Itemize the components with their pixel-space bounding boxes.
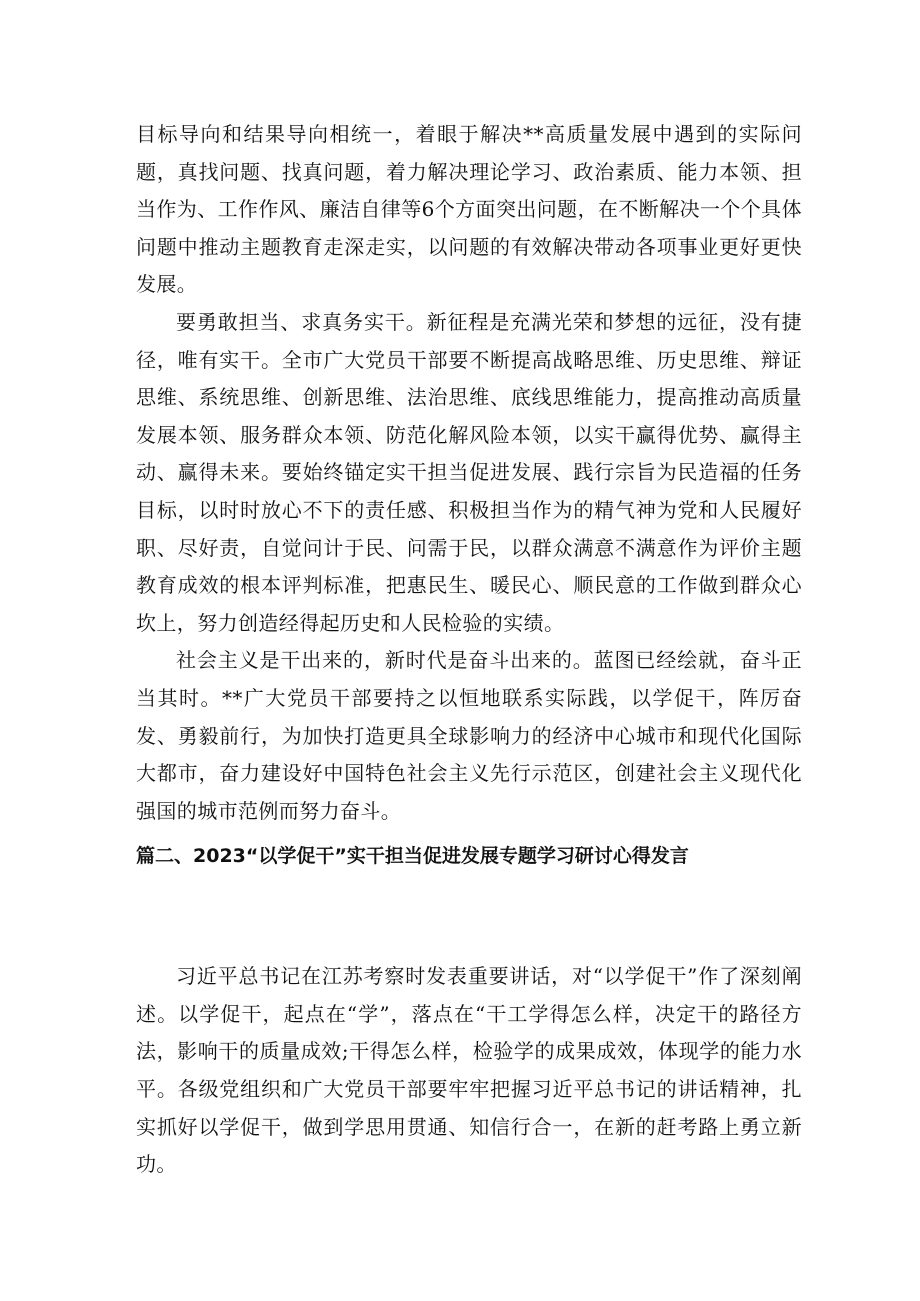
paragraph-dare-to-take-responsibility: 要勇敢担当、求真务实干。新征程是充满光荣和梦想的远征，没有捷径，唯有实干。全市广大党员干部要不断提高战略思维、历史思维、辩证思维、系统思维、创新思维、法治思维、底线思维能力，提高推动高质量发展本领、服务群众本领、防范化解风险本领，以实干赢得优势、赢得主动、赢得未来。要始终锚定实干担当促进发展、践行宗旨为民造福的任务目标，以时时放心不下的责任感、积极担当作为的精气神为党和人民履好职、尽好责，自觉问计于民、问需于民，以群众满意不满意作为评价主题教育成效的根本评判标准，把惠民生、暖民心、顺民意的工作做到群众心坎上，努力创造经得起历史和人民检验的实绩。 — [136, 309, 802, 635]
paragraph-socialism-is-built: 社会主义是干出来的，新时代是奋斗出来的。蓝图已经绘就，奋斗正当其时。**广大党员干部要持之以恒地联系实际践，以学促干，阵厉奋发、勇毅前行，为加快打造更具全球影响力的经济中心城市和现代化国际大都市，奋力建设好中国特色社会主义先行示范区，创建社会主义现代化强国的城市范例而努力奋斗。 — [136, 648, 802, 823]
section-spacer — [136, 876, 802, 958]
paragraph-continuation: 目标导向和结果导向相统一，着眼于解决**高质量发展中遇到的实际问题，真找问题、找真问题，着力解决理论学习、政治素质、能力本领、担当作为、工作作风、廉洁自律等6个方面突出问题，在不断解决一个个具体问题中推动主题教育走深走实，以问题的有效解决带动各项事业更好更快发展。 — [136, 122, 802, 297]
paragraph-study-promotes-work: 习近平总书记在江苏考察时发表重要讲话，对“以学促干”作了深刻阐述。以学促干，起点在“学”，落点在“干工学得怎么样，决定干的路径方法，影响干的质量成效;干得怎么样，检验学的成果成效，体现学的能力水平。各级党组织和广大党员干部要牢牢把握习近平总书记的讲话精神，扎实抓好以学促干，做到学思用贯通、知信行合一，在新的赶考路上勇立新功。 — [136, 964, 802, 1177]
section-heading: 篇二、2023“以学促干”实干担当促进发展专题学习研讨心得发言 — [136, 845, 689, 868]
